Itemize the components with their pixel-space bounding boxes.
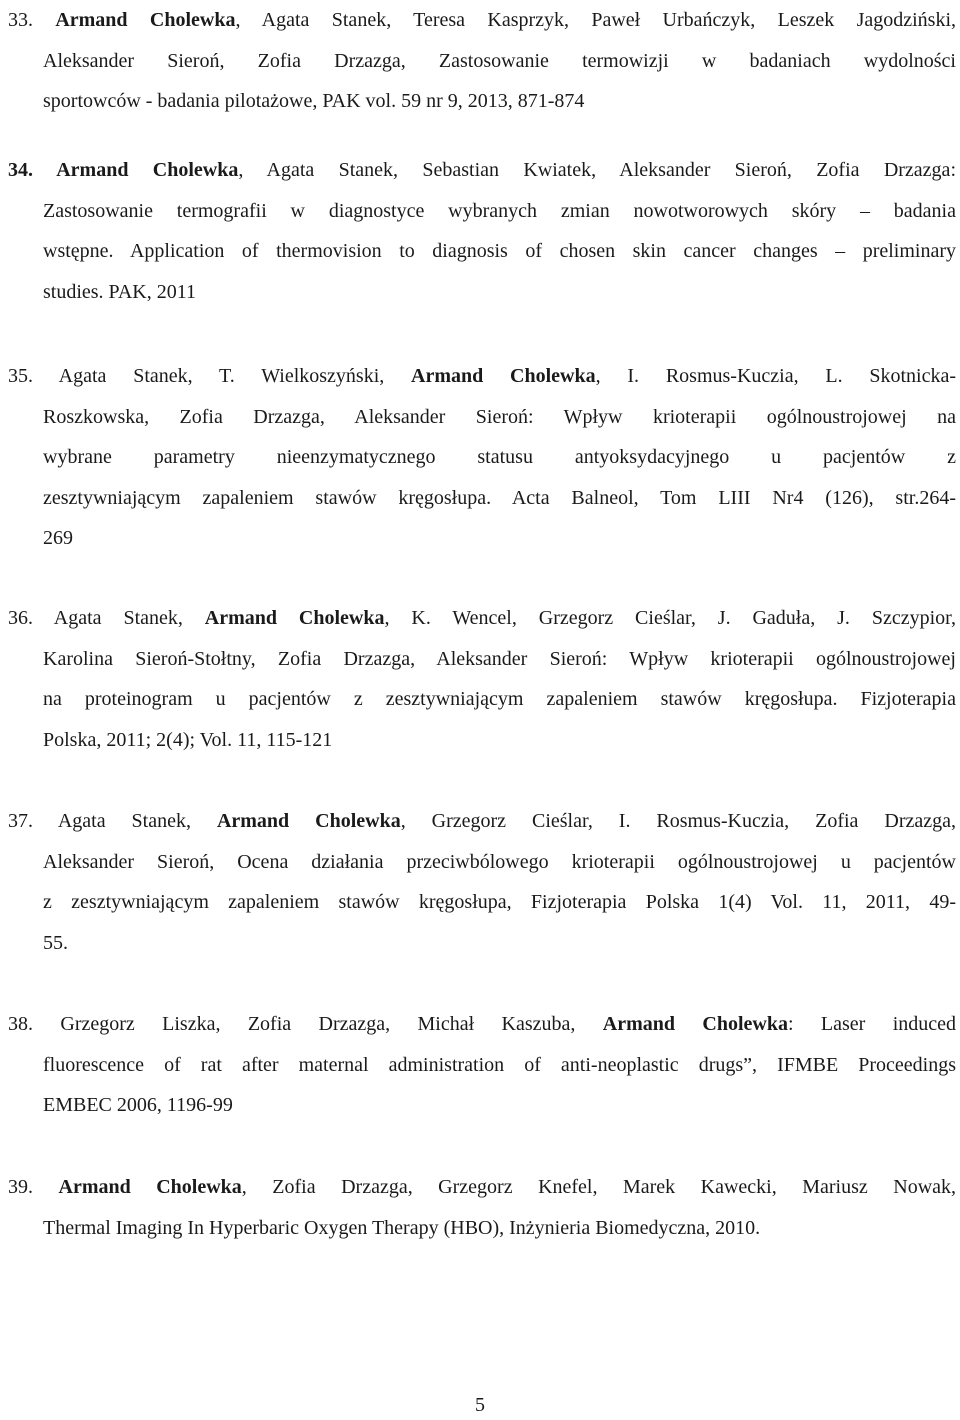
reference-line [43,842,956,882]
reference-line [43,397,956,437]
reference-text: , Agata Stanek, Teresa Kasprzyk, Paweł Urbańczyk, Leszek Jagodziński, [235,9,956,31]
reference-text: Zastosowanie termografii w diagnostyce wybranych zmian nowotworowych skóry – badania [43,199,956,222]
reference-text: Karolina Sieroń-Stołtny, Zofia Drzazga, Aleksander Sieroń: Wpływ krioterapii ogólnoustrojowej [43,647,956,670]
reference-text: 39. [8,1176,59,1198]
reference-text: Roszkowska, Zofia Drzazga, Aleksander Sieroń: Wpływ krioterapii ogólnoustrojowej na [43,405,956,428]
reference-text: Thermal Imaging In Hyperbaric Oxygen Therapy (HBO), Inżynieria Biomedyczna, 2010. [43,1216,761,1239]
reference-line [8,0,956,40]
reference-line [43,1085,956,1125]
reference-line [43,1208,956,1248]
reference-text: , Zofia Drzazga, Grzegorz Knefel, Marek Kawecki, Mariusz Nowak, [241,1176,957,1198]
reference-line [8,598,956,638]
reference-text: , K. Wencel, Grzegorz Cieślar, J. Gaduła, J. Szczypior, [384,607,956,629]
reference-text: na proteinogram u pacjentów z zesztywniającym zapaleniem stawów kręgosłupa. Fizjoterapia [43,688,956,710]
reference-line [43,478,956,518]
author-highlight: Armand Cholewka [58,1176,242,1198]
reference-line [8,801,956,841]
reference-line [43,639,956,679]
reference-line [43,923,956,963]
reference-text: 33. [8,9,56,31]
reference-text: , I. Rosmus-Kuczia, L. Skotnicka- [595,365,957,387]
reference-text: wstępne. Application of thermovision to diagnosis of chosen skin cancer changes – preliminary [43,240,956,262]
reference-line [8,1004,956,1044]
reference-text: sportowców - badania pilotażowe, PAK vol. 59 nr 9, 2013, 871-874 [43,90,585,112]
reference-line [43,720,956,760]
reference-line [43,882,956,922]
reference-text: 38. Grzegorz Liszka, Zofia Drzazga, Michał Kaszuba, [8,1013,603,1035]
reference-line [43,679,956,719]
reference-line [8,1167,956,1207]
reference-text: 55. [43,931,68,954]
reference-text: studies. PAK, 2011 [43,280,196,303]
reference-text: zesztywniającym zapaleniem stawów kręgosłupa. Acta Balneol, Tom LIII Nr4 (126), str.264- [43,486,956,509]
author-highlight: Armand Cholewka [602,1013,788,1035]
author-highlight: Armand Cholewka [204,607,385,629]
reference-line [43,437,956,477]
author-highlight: Armand Cholewka [56,159,239,181]
reference-line [43,81,956,121]
reference-line [43,518,956,558]
reference-line [8,150,956,190]
author-highlight: 34. [8,159,57,181]
reference-text: Aleksander Sieroń, Ocena działania przeciwbólowego krioterapii ogólnoustrojowej u pacjentów [43,850,956,873]
author-highlight: Armand Cholewka [411,365,596,387]
reference-text: 36. Agata Stanek, [8,607,205,629]
reference-text: Aleksander Sieroń, Zofia Drzazga, Zastosowanie termowizji w badaniach wydolności [43,49,956,72]
reference-line [43,1045,956,1085]
reference-text: z zesztywniającym zapaleniem stawów kręgosłupa, Fizjoterapia Polska 1(4) Vol. 11, 2011, 49- [43,891,956,913]
reference-text: , Grzegorz Cieślar, I. Rosmus-Kuczia, Zofia Drzazga, [400,810,956,832]
reference-text: 269 [43,527,73,549]
reference-text: wybrane parametry nieenzymatycznego statusu antyoksydacyjnego u pacjentów z [43,446,956,468]
reference-text: EMBEC 2006, 1196-99 [43,1094,233,1116]
author-highlight: Armand Cholewka [55,9,236,31]
reference-line [43,231,956,271]
reference-line [43,191,956,231]
reference-text: 37. Agata Stanek, [8,810,217,832]
reference-line [43,41,956,81]
reference-text: fluorescence of rat after maternal administration of anti-neoplastic drugs”, IFMBE Proceedings [43,1053,956,1076]
page-number: 5 [475,1394,485,1416]
reference-text: , Agata Stanek, Sebastian Kwiatek, Aleksander Sieroń, Zofia Drzazga: [238,159,956,181]
reference-text: 35. Agata Stanek, T. Wielkoszyński, [8,365,412,387]
reference-text: : Laser induced [787,1013,957,1035]
reference-line [8,356,956,396]
reference-text: Polska, 2011; 2(4); Vol. 11, 115-121 [43,728,333,751]
reference-line [43,272,956,312]
author-highlight: Armand Cholewka [216,810,401,832]
